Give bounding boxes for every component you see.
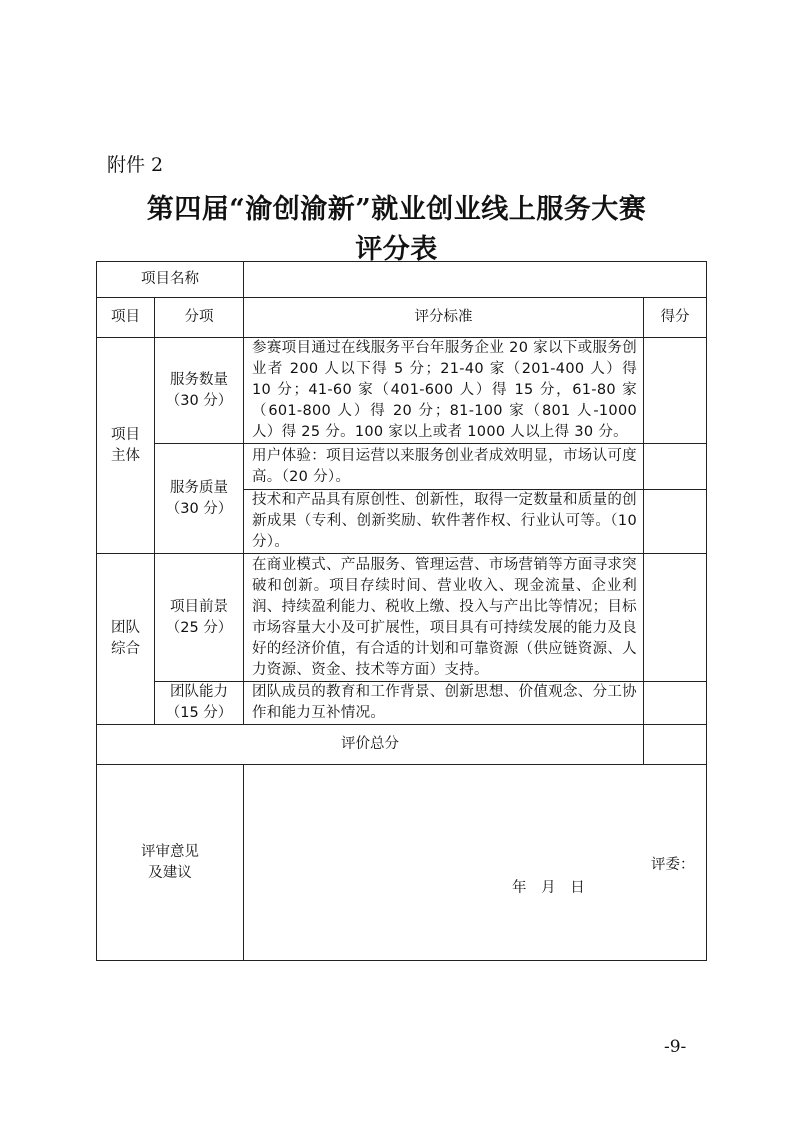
table-row	[97, 554, 707, 682]
total-score-field[interactable]	[644, 725, 707, 765]
subitem-name: 团队能力	[170, 684, 228, 700]
opinion-label-line: 及建议	[148, 864, 192, 881]
group-name-line: 综合	[111, 641, 140, 657]
total-row	[97, 725, 707, 765]
table-row	[97, 338, 707, 444]
opinion-field[interactable]	[244, 765, 707, 961]
page-number: -9-	[664, 1037, 687, 1057]
header-item: 项目	[97, 298, 155, 338]
subitem-name: 服务质量	[170, 479, 228, 496]
header-subitem: 分项	[155, 298, 244, 338]
subitem-cell	[155, 554, 244, 682]
table-row	[97, 444, 707, 490]
score-field[interactable]	[644, 554, 707, 682]
group-name-line: 团队	[111, 620, 140, 636]
project-name-row	[97, 262, 707, 298]
header-row	[97, 298, 707, 338]
project-name-label: 项目名称	[97, 262, 244, 298]
group-cell-main	[97, 338, 155, 554]
opinion-label-cell	[97, 765, 244, 961]
score-table	[96, 261, 707, 961]
criteria-cell: 在商业模式、产品服务、管理运营、市场营销等方面寻求突破和创新。项目存续时间、营业收入、现金流量、企业利润、持续盈利能力、税收上缴、投入与产出比等情况；目标市场容量大小及可扩展性，项目具有可持续发展的能力及良好的经济价值，有合适的计划和可靠资源（供应链资源、人力资源、资金、技术等方面）支持。	[244, 554, 644, 682]
subitem-name: 服务数量	[170, 371, 228, 388]
document-subtitle: 评分表	[355, 234, 438, 265]
project-name-field[interactable]	[244, 262, 707, 298]
total-label: 评价总分	[97, 725, 644, 765]
subitem-cell	[155, 338, 244, 444]
score-field[interactable]	[644, 490, 707, 554]
group-name-line: 主体	[111, 447, 140, 464]
opinion-label-line: 评审意见	[141, 843, 199, 860]
criteria-cell: 团队成员的教育和工作背景、创新思想、价值观念、分工协作和能力互补情况。	[244, 682, 644, 725]
subitem-cell	[155, 682, 244, 725]
criteria-cell: 技术和产品具有原创性、创新性，取得一定数量和质量的创新成果（专利、创新奖励、软件著作权、行业认可等。（10 分）。	[244, 490, 644, 554]
date-label: 年 月 日	[512, 880, 585, 896]
table-row	[97, 682, 707, 725]
subitem-name: 项目前景	[170, 598, 228, 615]
judge-label: 评委：	[651, 857, 695, 873]
attachment-label: 附件 2	[107, 154, 164, 176]
subitem-points: （15 分）	[165, 705, 233, 721]
score-field[interactable]	[644, 682, 707, 725]
opinion-row	[97, 765, 707, 961]
subitem-points: （30 分）	[165, 392, 233, 409]
criteria-cell: 参赛项目通过在线服务平台年服务企业 20 家以下或服务创业者 200 人以下得 5 分；21-40 家（201-400 人）得 10 分；41-60 家（401-600 人）得 15 分，61-80 家（601-800 人）得 20 分；81-100 家（801 人-1000 人）得 25 分。100 家以上或者 1000 人以上得 30 分。	[244, 338, 644, 444]
criteria-cell: 用户体验：项目运营以来服务创业者成效明显，市场认可度高。（20 分）。	[244, 444, 644, 490]
subitem-points: （30 分）	[165, 500, 233, 517]
document-title: 第四届“渝创渝新”就业创业线上服务大赛	[146, 194, 647, 225]
group-name-line: 项目	[111, 426, 140, 443]
score-field[interactable]	[644, 444, 707, 490]
subitem-cell	[155, 444, 244, 554]
subitem-points: （25 分）	[165, 619, 233, 636]
group-cell-team	[97, 554, 155, 725]
header-score: 得分	[644, 298, 707, 338]
header-criteria: 评分标准	[244, 298, 644, 338]
score-field[interactable]	[644, 338, 707, 444]
